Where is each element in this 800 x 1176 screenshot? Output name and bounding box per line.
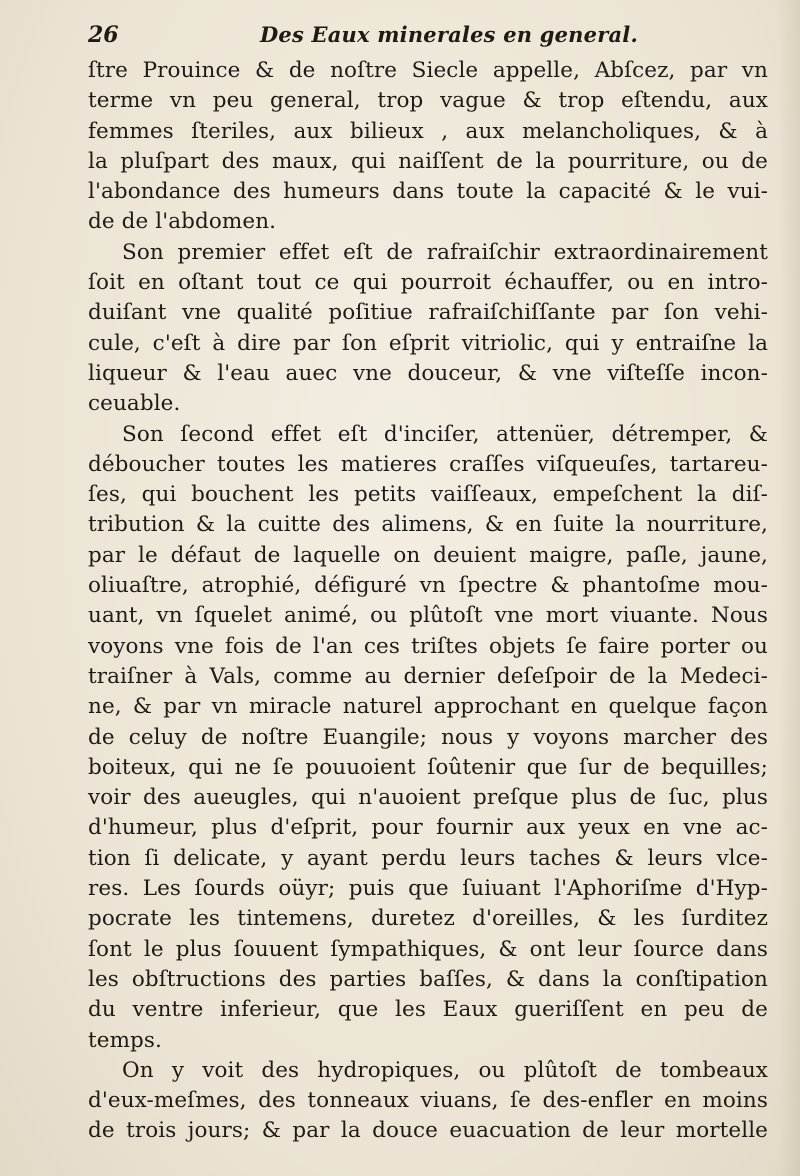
text-line: voir des aueugles, qui n'auoient preſque plus de ſuc, plus <box>88 785 768 811</box>
text-line: liqueur & l'eau auec vne douceur, & vne viſteſſe incon- <box>88 360 768 386</box>
page-number: 26 <box>88 22 119 48</box>
running-title: Des Eaux minerales en general. <box>260 22 638 47</box>
text-line: temps. <box>88 1027 162 1053</box>
text-line: voyons vne fois de l'an ces triſtes objets ſe faire porter ou <box>88 633 768 659</box>
text-line: les obſtructions des parties baſſes, & dans la conſtipation <box>88 966 768 992</box>
text-line: res. Les ſourds oüyr; puis que ſuiuant l'Aphoriſme d'Hyp- <box>88 876 768 902</box>
text-line: ne, & par vn miracle naturel approchant en quelque façon <box>88 694 768 720</box>
page-edge-shadow <box>778 0 800 1176</box>
paragraph-start: Son ſecond effet eſt d'inciſer, attenüer, détremper, & <box>122 421 768 447</box>
text-line: ſes, qui bouchent les petits vaiſſeaux, empeſchent la diſ- <box>88 482 768 508</box>
text-line: duiſant vne qualité poſitiue rafraiſchiſſante par ſon vehi- <box>88 300 768 326</box>
text-line: terme vn peu general, trop vague & trop eſtendu, aux <box>88 88 768 114</box>
text-line: traiſner à Vals, comme au dernier deſeſpoir de la Medeci- <box>88 663 768 689</box>
paragraph-start: Son premier effet eſt de rafraiſchir extraordinairement <box>122 239 768 265</box>
text-line: de trois jours; & par la douce euacuation de leur mortelle <box>88 1118 768 1144</box>
text-line: ſoit en oſtant tout ce qui pourroit échauffer, ou en intro- <box>88 270 768 296</box>
text-line: ſtre Prouince & de noſtre Siecle appelle, Abſcez, par vn <box>88 58 768 83</box>
text-line: ceuable. <box>88 391 181 417</box>
running-head <box>88 18 768 56</box>
text-line: pocrate les tintemens, duretez d'oreilles, & les ſurditez <box>88 906 768 932</box>
text-line: tion ſi delicate, y ayant perdu leurs taches & leurs vlce- <box>88 845 768 871</box>
text-line: d'eux-meſmes, des tonneaux viuans, ſe des-enfler en moins <box>88 1088 768 1114</box>
paragraph-start: On y voit des hydropiques, ou plûtoſt de tombeaux <box>122 1057 768 1083</box>
text-line: d'humeur, plus d'eſprit, pour fournir aux yeux en vne ac- <box>88 815 768 841</box>
text-line: par le défaut de laquelle on deuient maigre, paſle, jaune, <box>88 542 768 568</box>
text-line: femmes ſteriles, aux bilieux , aux melancholiques, & à <box>88 118 768 144</box>
text-line: déboucher toutes les matieres craſſes viſqueuſes, tartareu- <box>88 451 768 477</box>
text-line: de de l'abdomen. <box>88 209 277 235</box>
text-line: uant, vn ſquelet animé, ou plûtoſt vne mort viuante. Nous <box>88 603 768 629</box>
text-line: tribution & la cuitte des alimens, & en ſuite la nourriture, <box>88 512 768 538</box>
text-line: la pluſpart des maux, qui naiſſent de la pourriture, ou de <box>88 148 768 174</box>
text-line: l'abondance des humeurs dans toute la capacité & le vui- <box>88 179 768 205</box>
text-line: boiteux, qui ne ſe pouuoient ſoûtenir que ſur de bequilles; <box>88 754 768 780</box>
text-line: cule, c'eſt à dire par ſon eſprit vitriolic, qui y entraiſne la <box>88 330 768 356</box>
text-line: de celuy de noſtre Euangile; nous y voyons marcher des <box>88 724 768 750</box>
body-text <box>88 56 768 1147</box>
text-line: ſont le plus ſouuent ſympathiques, & ont leur ſource dans <box>88 936 768 962</box>
text-line: oliuaſtre, atrophié, défiguré vn ſpectre & phantoſme mou- <box>88 573 768 599</box>
text-line: du ventre inferieur, que les Eaux gueriſſent en peu de <box>88 997 768 1023</box>
